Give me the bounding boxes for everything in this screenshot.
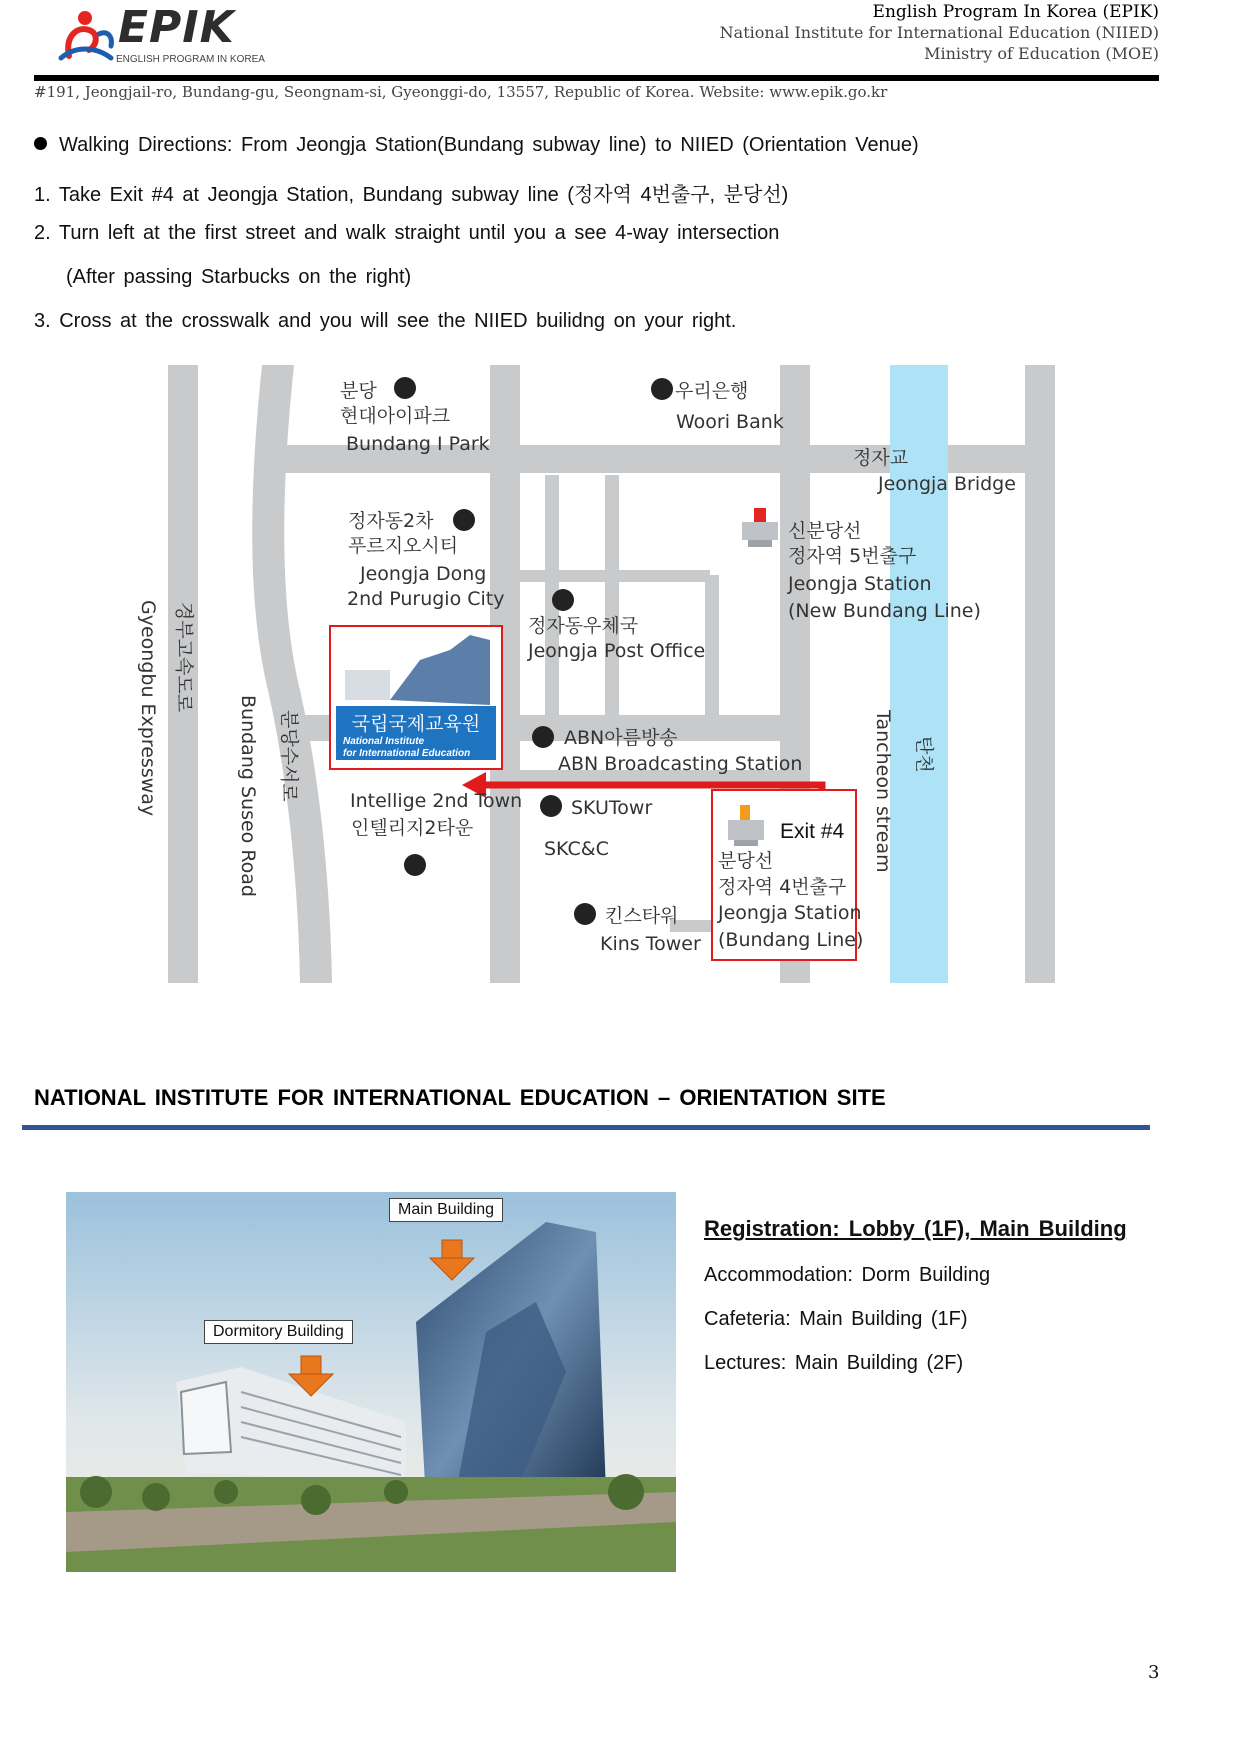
directions-heading-text: Walking Directions: From Jeongja Station(Bundang subway line) to NIIED (Orientation Venue) <box>59 134 919 156</box>
purugio-en-1: Jeongja Dong <box>360 563 487 585</box>
header-rule <box>34 75 1159 81</box>
gyeongbu-ko: 경부고속도로 <box>173 602 195 713</box>
niied-en-2: for International Education <box>343 748 471 759</box>
header-program: English Program In Korea (EPIK) <box>872 2 1159 22</box>
new-line-station-icon <box>742 508 778 547</box>
alley-3 <box>705 575 719 715</box>
section-rule <box>22 1125 1150 1130</box>
niied-en-1: National Institute <box>343 736 425 747</box>
header-address: #191, Jeongjail-ro, Bundang-gu, Seongnam-si, Gyeonggi-do, 13557, Republic of Korea. Website: www.epik.go.kr <box>34 83 888 101</box>
intellige-en: Intellige 2nd Town <box>350 790 523 812</box>
niied-ko: 국립국제교육원 <box>351 713 481 735</box>
bridge-en: Jeongja Bridge <box>878 473 1016 495</box>
suseo-en: Bundang Suseo Road <box>237 695 259 897</box>
directions-heading <box>34 134 919 157</box>
bundang-line-ko-1: 분당선 <box>718 850 774 872</box>
dormitory-callout: Dormitory Building <box>204 1320 353 1344</box>
intellige-ko: 인텔리지2타운 <box>351 817 474 839</box>
post-ko: 정자동우체국 <box>528 615 639 637</box>
bullet-icon <box>34 137 47 150</box>
section-title: NATIONAL INSTITUTE FOR INTERNATIONAL EDUCATION – ORIENTATION SITE <box>34 1085 886 1110</box>
post-en: Jeongja Post Office <box>528 640 706 662</box>
direction-step-2-note: (After passing Starbucks on the right) <box>66 266 412 288</box>
bundang-line-ko-2: 정자역 4번출구 <box>718 876 847 898</box>
marker-dot <box>552 589 574 611</box>
campus-illustration <box>66 1192 676 1572</box>
bundang-line-en-2: (Bundang Line) <box>718 929 864 951</box>
woori-ko: 우리은행 <box>675 380 749 402</box>
logo-subtitle: ENGLISH PROGRAM IN KOREA <box>116 54 265 65</box>
exit4-label: Exit #4 <box>780 820 845 843</box>
accommodation-info: Accommodation: Dorm Building <box>704 1264 991 1286</box>
ipark-ko-1: 분당 <box>340 380 377 402</box>
marker-dot <box>394 377 416 399</box>
woori-en: Woori Bank <box>676 411 784 433</box>
kins-ko: 킨스타워 <box>605 905 679 927</box>
marker-dot <box>540 795 562 817</box>
sku-tower: SKUTowr <box>571 797 653 819</box>
direction-step-3: 3. Cross at the crosswalk and you will see the NIIED builidng on your right. <box>34 310 737 332</box>
dormitory-wing <box>181 1382 231 1454</box>
alley-4 <box>520 570 710 582</box>
main-building-callout: Main Building <box>389 1198 503 1222</box>
alley-2 <box>605 475 619 715</box>
niied-dorm-drawing <box>345 670 390 700</box>
marker-dot <box>453 509 475 531</box>
marker-dot <box>574 903 596 925</box>
tancheon-ko: 탄천 <box>913 736 935 773</box>
cafeteria-info: Cafeteria: Main Building (1F) <box>704 1308 968 1330</box>
kins-en: Kins Tower <box>600 933 701 955</box>
suseo-ko: 분당수서로 <box>278 710 300 802</box>
header-institute: National Institute for International Education (NIIED) <box>719 23 1159 42</box>
direction-step-1: 1. Take Exit #4 at Jeongja Station, Bundang subway line (정자역 4번출구, 분당선) <box>34 184 789 206</box>
abn-ko: ABN아름방송 <box>564 727 678 749</box>
new-line-en-1: Jeongja Station <box>788 573 932 595</box>
purugio-ko-2: 푸르지오시티 <box>348 535 459 557</box>
skc-label: SKC&C <box>544 838 609 860</box>
bridge-ko: 정자교 <box>853 447 909 469</box>
bundang-line-en-1: Jeongja Station <box>718 902 862 924</box>
logo-arc-icon <box>99 33 111 46</box>
purugio-ko-1: 정자동2차 <box>348 510 434 532</box>
ipark-en: Bundang I Park <box>346 433 490 455</box>
logo-title: EPIK <box>118 2 235 53</box>
marker-dot <box>651 378 673 400</box>
tancheon-en: Tancheon stream <box>872 710 894 873</box>
purugio-en-2: 2nd Purugio City <box>347 588 505 610</box>
direction-step-2: 2. Turn left at the first street and walk straight until you a see 4-way intersection <box>34 222 780 244</box>
new-line-ko-2: 정자역 5번출구 <box>788 545 917 567</box>
walking-map <box>137 360 1070 990</box>
logo-figure-head <box>78 11 92 25</box>
campus-photo <box>66 1192 676 1572</box>
registration-info: Registration: Lobby (1F), Main Building <box>704 1216 1127 1241</box>
marker-dot <box>532 726 554 748</box>
abn-en: ABN Broadcasting Station <box>558 753 803 775</box>
marker-dot <box>404 854 426 876</box>
ipark-ko-2: 현대아이파크 <box>340 405 451 427</box>
lectures-info: Lectures: Main Building (2F) <box>704 1352 964 1374</box>
page-number: 3 <box>1148 1662 1160 1683</box>
new-line-en-2: (New Bundang Line) <box>788 600 981 622</box>
gyeongbu-en: Gyeongbu Expressway <box>137 600 159 817</box>
header-ministry: Ministry of Education (MOE) <box>924 44 1159 63</box>
new-line-ko-1: 신분당선 <box>788 520 862 542</box>
